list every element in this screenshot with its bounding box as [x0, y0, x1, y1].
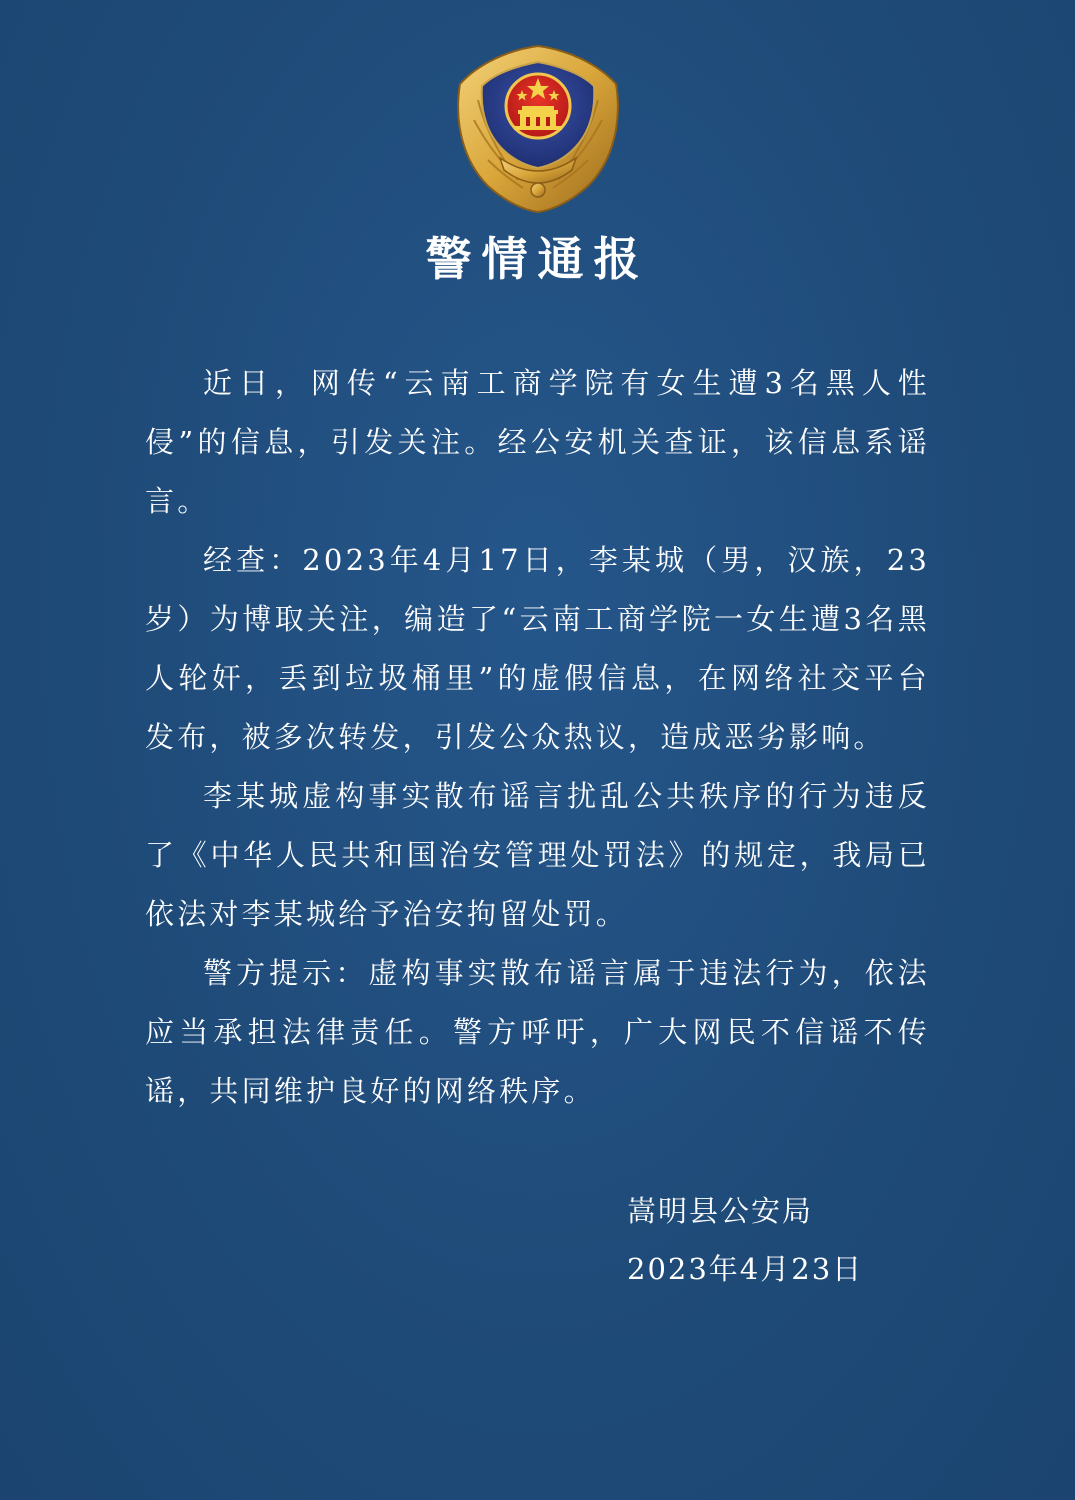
paragraph-warning: 警方提示：虚构事实散布谣言属于违法行为，依法应当承担法律责任。警方呼吁，广大网民不信谣不传谣，共同维护良好的网络秩序。: [145, 956, 930, 1108]
issuer-name: 嵩明县公安局: [627, 1194, 814, 1228]
paragraph-penalty: 李某城虚构事实散布谣言扰乱公共秩序的行为违反了《中华人民共和国治安管理处罚法》的规定，我局已依法对李某城给予治安拘留处罚。: [145, 779, 930, 931]
paragraph-rumor: 近日，网传“云南工商学院有女生遭3名黑人性侵”的信息，引发关注。经公安机关查证，该信息系谣言。: [145, 366, 930, 518]
signature-block: [627, 1182, 927, 1298]
notice-body: [145, 354, 930, 1121]
notice-title: 警情通报: [425, 232, 650, 286]
police-emblem-icon: [448, 40, 628, 216]
issue-date: 2023年4月23日: [627, 1252, 864, 1286]
paragraph-investigation: 经查：2023年4月17日，李某城（男，汉族，23岁）为博取关注，编造了“云南工商学院一女生遭3名黑人轮奸，丢到垃圾桶里”的虚假信息，在网络社交平台发布，被多次转发，引发公众热议，造成恶劣影响。: [145, 543, 930, 754]
